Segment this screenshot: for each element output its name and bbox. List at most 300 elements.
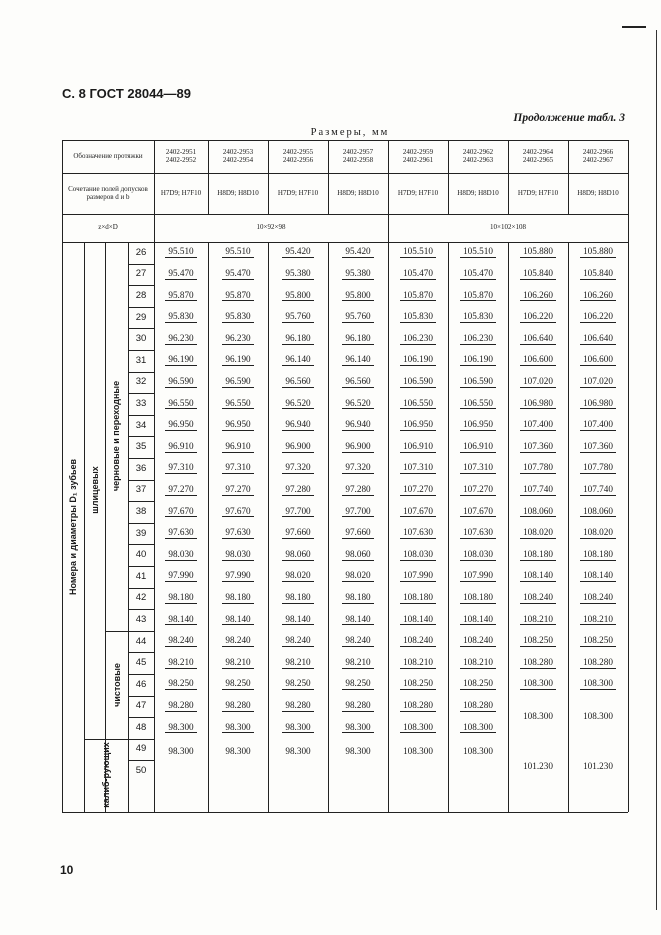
diameter-value bbox=[508, 631, 568, 653]
value-text: 108.180 bbox=[400, 593, 436, 604]
value-text: 107.670 bbox=[400, 507, 436, 518]
value-text: 98.300 bbox=[165, 723, 196, 734]
tooth-number: 27 bbox=[135, 268, 147, 280]
value-text: 106.910 bbox=[400, 442, 436, 453]
diameter-value bbox=[508, 674, 568, 696]
value-text: 105.870 bbox=[460, 291, 496, 302]
diameter-value bbox=[508, 350, 568, 372]
diameter-value bbox=[328, 307, 388, 329]
diameter-value bbox=[208, 631, 268, 653]
value-text: 96.900 bbox=[282, 442, 313, 453]
calib-value: 98.300 bbox=[285, 745, 311, 756]
diameter-value bbox=[448, 393, 508, 415]
diameter-value bbox=[154, 436, 208, 458]
calib-value: 108.300 bbox=[403, 745, 433, 756]
diameter-value bbox=[568, 566, 628, 588]
value-text: 106.220 bbox=[580, 312, 616, 323]
value-text: 97.280 bbox=[342, 485, 373, 496]
diameter-value bbox=[208, 544, 268, 566]
value-text: 106.550 bbox=[400, 399, 436, 410]
value-text: 98.240 bbox=[342, 636, 373, 647]
diameter-value bbox=[154, 480, 208, 502]
value-text: 98.280 bbox=[222, 701, 253, 712]
value-text: 105.830 bbox=[460, 312, 496, 323]
diameter-value bbox=[388, 566, 448, 588]
diameter-value bbox=[388, 501, 448, 523]
diameter-value bbox=[448, 415, 508, 437]
value-text: 107.990 bbox=[460, 571, 496, 582]
diameter-value bbox=[568, 415, 628, 437]
side-label-finish-text: чистовые bbox=[111, 662, 122, 707]
value-text: 98.300 bbox=[342, 723, 373, 734]
value-text: 106.190 bbox=[460, 355, 496, 366]
diameter-value bbox=[268, 588, 328, 610]
value-text: 95.870 bbox=[222, 291, 253, 302]
tooth-number: 41 bbox=[135, 570, 147, 582]
diameter-value bbox=[448, 523, 508, 545]
value-text: 98.210 bbox=[222, 658, 253, 669]
diameter-value bbox=[568, 652, 628, 674]
diameter-value bbox=[568, 264, 628, 286]
diameter-value bbox=[208, 717, 268, 739]
diameter-value bbox=[388, 458, 448, 480]
value-text: 105.840 bbox=[520, 269, 556, 280]
value-text: 95.380 bbox=[282, 269, 313, 280]
calib-value: 101.230 bbox=[583, 760, 613, 771]
side-label-calib bbox=[84, 739, 128, 812]
value-text: 96.940 bbox=[282, 420, 313, 431]
value-text: 98.140 bbox=[282, 615, 313, 626]
size-header: z×d×D bbox=[98, 223, 118, 232]
tooth-number: 37 bbox=[135, 484, 147, 496]
diameter-value bbox=[388, 717, 448, 739]
diameter-value bbox=[208, 696, 268, 718]
value-text: 108.180 bbox=[520, 550, 556, 561]
value-text: 108.210 bbox=[520, 615, 556, 626]
designation-cell: 2402-2957 2402-2958 bbox=[342, 148, 374, 164]
tooth-number: 35 bbox=[135, 441, 147, 453]
side-label-rough-text: черновые и переходные bbox=[111, 381, 122, 492]
diameter-value bbox=[268, 307, 328, 329]
margin-line bbox=[656, 30, 657, 910]
value-text: 107.020 bbox=[580, 377, 616, 388]
designation-cell: 2402-2959 2402-2961 bbox=[402, 148, 434, 164]
value-text: 106.230 bbox=[460, 334, 496, 345]
size-group-2: 10×102×108 bbox=[490, 223, 526, 232]
diameter-value bbox=[328, 609, 388, 631]
tooth-number: 43 bbox=[135, 614, 147, 625]
value-text: 107.780 bbox=[580, 463, 616, 474]
diameter-value bbox=[328, 415, 388, 437]
diameter-value bbox=[388, 652, 448, 674]
value-text: 96.550 bbox=[165, 399, 196, 410]
diameter-value bbox=[448, 696, 508, 718]
diameter-value bbox=[448, 588, 508, 610]
value-text: 98.280 bbox=[342, 701, 373, 712]
value-text: 98.180 bbox=[282, 593, 313, 604]
diameter-value bbox=[568, 350, 628, 372]
diameter-value bbox=[154, 696, 208, 718]
value-text: 108.060 bbox=[520, 507, 556, 518]
diameter-value bbox=[268, 566, 328, 588]
diameter-value bbox=[268, 328, 328, 350]
value-text: 105.870 bbox=[400, 291, 436, 302]
value-text: 97.660 bbox=[342, 528, 373, 539]
diameter-value bbox=[268, 458, 328, 480]
diameter-value bbox=[568, 480, 628, 502]
diameter-value bbox=[328, 588, 388, 610]
diameter-value bbox=[268, 652, 328, 674]
tooth-number: 34 bbox=[135, 419, 147, 431]
value-text: 96.560 bbox=[342, 377, 373, 388]
diameter-value bbox=[268, 480, 328, 502]
value-text: 108.240 bbox=[400, 636, 436, 647]
diameter-value bbox=[208, 566, 268, 588]
fit-cell: H7D9; H7F10 bbox=[517, 188, 559, 197]
value-text: 97.700 bbox=[342, 507, 373, 518]
value-text: 106.910 bbox=[460, 442, 496, 453]
diameter-value bbox=[328, 436, 388, 458]
diameter-value bbox=[328, 631, 388, 653]
table-bottom-rule bbox=[62, 812, 628, 813]
value-text: 98.180 bbox=[222, 593, 253, 604]
value-text: 107.400 bbox=[520, 420, 556, 431]
value-text: 98.030 bbox=[222, 550, 253, 561]
value-text: 96.590 bbox=[222, 377, 253, 388]
diameter-value bbox=[268, 436, 328, 458]
diameter-value bbox=[328, 264, 388, 286]
value-text: 108.300 bbox=[520, 679, 556, 690]
diameter-value bbox=[154, 415, 208, 437]
value-text: 95.800 bbox=[342, 291, 373, 302]
diameter-value bbox=[388, 631, 448, 653]
value-text: 98.250 bbox=[165, 679, 196, 690]
value-text: 98.140 bbox=[342, 615, 373, 626]
corner-mark bbox=[622, 26, 646, 28]
value-text: 108.240 bbox=[580, 593, 616, 604]
value-text: 108.140 bbox=[400, 615, 436, 626]
value-text: 107.740 bbox=[520, 485, 556, 496]
size-group-1: 10×92×98 bbox=[256, 223, 286, 232]
calib-value: 101.230 bbox=[523, 760, 553, 771]
diameter-value bbox=[448, 328, 508, 350]
tooth-number: 26 bbox=[135, 246, 147, 258]
page-number: 10 bbox=[60, 863, 74, 877]
diameter-value bbox=[448, 609, 508, 631]
value-text: 95.470 bbox=[165, 269, 196, 280]
diameter-value bbox=[508, 609, 568, 631]
table-right-rule bbox=[628, 140, 629, 812]
value-text: 107.270 bbox=[400, 485, 436, 496]
merged-value: 108.300 bbox=[583, 711, 613, 722]
diameter-value bbox=[208, 393, 268, 415]
value-text: 98.300 bbox=[282, 723, 313, 734]
value-text: 98.280 bbox=[282, 701, 313, 712]
value-text: 96.550 bbox=[222, 399, 253, 410]
diameter-value bbox=[568, 436, 628, 458]
diameter-value bbox=[268, 393, 328, 415]
value-text: 95.760 bbox=[282, 312, 313, 323]
units-label: Размеры, мм bbox=[310, 127, 390, 138]
fit-cell: H8D9; H8D10 bbox=[457, 188, 499, 197]
diameter-value bbox=[388, 674, 448, 696]
diameter-value bbox=[388, 307, 448, 329]
value-text: 95.870 bbox=[165, 291, 196, 302]
value-text: 106.550 bbox=[460, 399, 496, 410]
diameter-value bbox=[568, 544, 628, 566]
diameter-value bbox=[448, 544, 508, 566]
value-text: 106.260 bbox=[520, 291, 556, 302]
value-text: 98.060 bbox=[282, 550, 313, 561]
diameter-value bbox=[568, 588, 628, 610]
diameter-value bbox=[154, 544, 208, 566]
tooth-number: 48 bbox=[135, 722, 147, 733]
tooth-number: 42 bbox=[135, 592, 147, 604]
value-text: 98.060 bbox=[342, 550, 373, 561]
merged-value: 108.300 bbox=[523, 711, 553, 722]
value-text: 105.840 bbox=[580, 269, 616, 280]
diameter-value bbox=[328, 328, 388, 350]
diameter-value bbox=[328, 717, 388, 739]
value-text: 106.950 bbox=[460, 420, 496, 431]
tooth-number: 49 bbox=[135, 743, 147, 755]
diameter-value bbox=[568, 285, 628, 307]
value-text: 95.830 bbox=[165, 312, 196, 323]
value-text: 96.190 bbox=[165, 355, 196, 366]
value-text: 95.420 bbox=[282, 247, 313, 258]
value-text: 107.400 bbox=[580, 420, 616, 431]
value-text: 106.590 bbox=[460, 377, 496, 388]
side-label-main-text: Номера и диаметры D₁ зубьев bbox=[68, 458, 79, 596]
value-text: 95.800 bbox=[282, 291, 313, 302]
diameter-value bbox=[268, 264, 328, 286]
diameter-value bbox=[154, 328, 208, 350]
value-text: 98.240 bbox=[165, 636, 196, 647]
diameter-value bbox=[388, 350, 448, 372]
diameter-value bbox=[448, 674, 508, 696]
tooth-number: 29 bbox=[135, 311, 147, 323]
value-text: 107.360 bbox=[580, 442, 616, 453]
diameter-value bbox=[388, 523, 448, 545]
value-text: 108.180 bbox=[580, 550, 616, 561]
value-text: 105.880 bbox=[580, 247, 616, 258]
diameter-value bbox=[388, 415, 448, 437]
diameter-value bbox=[508, 393, 568, 415]
value-text: 95.470 bbox=[222, 269, 253, 280]
tooth-number: 32 bbox=[135, 376, 147, 388]
diameter-value bbox=[388, 544, 448, 566]
value-text: 108.240 bbox=[520, 593, 556, 604]
value-text: 97.320 bbox=[282, 463, 313, 474]
value-text: 108.180 bbox=[460, 593, 496, 604]
diameter-value bbox=[154, 393, 208, 415]
diameter-value bbox=[388, 285, 448, 307]
value-text: 98.300 bbox=[222, 723, 253, 734]
value-text: 106.590 bbox=[400, 377, 436, 388]
value-text: 106.600 bbox=[580, 355, 616, 366]
value-text: 98.030 bbox=[165, 550, 196, 561]
side-label-splined-text: шлицевых bbox=[89, 466, 100, 515]
diameter-value bbox=[154, 285, 208, 307]
designation-header: Обозначение протяжки bbox=[73, 151, 143, 160]
tooth-number: 47 bbox=[135, 700, 147, 712]
diameter-value bbox=[154, 631, 208, 653]
diameter-value bbox=[388, 328, 448, 350]
value-text: 96.180 bbox=[282, 334, 313, 345]
value-text: 108.280 bbox=[580, 658, 616, 669]
designation-cell: 2402-2966 2402-2967 bbox=[582, 148, 614, 164]
diameter-value bbox=[508, 588, 568, 610]
value-text: 96.190 bbox=[222, 355, 253, 366]
diameter-value bbox=[208, 609, 268, 631]
diameter-value bbox=[154, 652, 208, 674]
value-text: 95.830 bbox=[222, 312, 253, 323]
value-text: 97.310 bbox=[222, 463, 253, 474]
side-label-finish bbox=[105, 631, 128, 739]
diameter-value bbox=[208, 480, 268, 502]
value-text: 97.670 bbox=[222, 507, 253, 518]
value-text: 105.470 bbox=[400, 269, 436, 280]
value-text: 108.210 bbox=[580, 615, 616, 626]
diameter-value bbox=[328, 242, 388, 264]
diameter-value bbox=[268, 501, 328, 523]
diameter-value bbox=[568, 307, 628, 329]
value-text: 107.310 bbox=[460, 463, 496, 474]
value-text: 108.280 bbox=[520, 658, 556, 669]
diameter-value bbox=[208, 285, 268, 307]
diameter-value bbox=[328, 696, 388, 718]
value-text: 108.300 bbox=[400, 723, 436, 734]
value-text: 96.520 bbox=[342, 399, 373, 410]
value-text: 97.310 bbox=[165, 463, 196, 474]
diameter-value bbox=[154, 264, 208, 286]
value-text: 108.020 bbox=[520, 528, 556, 539]
value-text: 97.630 bbox=[165, 528, 196, 539]
fit-cell: H8D9; H8D10 bbox=[337, 188, 379, 197]
value-text: 105.470 bbox=[460, 269, 496, 280]
value-text: 97.270 bbox=[165, 485, 196, 496]
diameter-value bbox=[328, 652, 388, 674]
diameter-value bbox=[328, 544, 388, 566]
designation-cell: 2402-2964 2402-2965 bbox=[522, 148, 554, 164]
diameter-value bbox=[154, 717, 208, 739]
value-text: 98.210 bbox=[342, 658, 373, 669]
value-text: 108.280 bbox=[460, 701, 496, 712]
value-text: 96.590 bbox=[165, 377, 196, 388]
fit-cell: H8D9; H8D10 bbox=[577, 188, 619, 197]
diameter-value bbox=[208, 588, 268, 610]
value-text: 96.520 bbox=[282, 399, 313, 410]
value-text: 107.740 bbox=[580, 485, 616, 496]
diameter-value bbox=[568, 242, 628, 264]
diameter-value bbox=[508, 458, 568, 480]
diameter-value bbox=[448, 285, 508, 307]
value-text: 96.230 bbox=[165, 334, 196, 345]
diameter-value bbox=[568, 393, 628, 415]
value-text: 108.300 bbox=[580, 679, 616, 690]
value-text: 107.670 bbox=[460, 507, 496, 518]
fit-cell: H8D9; H8D10 bbox=[217, 188, 259, 197]
diameter-value bbox=[328, 523, 388, 545]
value-text: 97.990 bbox=[222, 571, 253, 582]
value-text: 107.020 bbox=[520, 377, 556, 388]
value-text: 98.210 bbox=[165, 658, 196, 669]
value-text: 97.700 bbox=[282, 507, 313, 518]
value-text: 98.180 bbox=[165, 593, 196, 604]
diameter-value bbox=[268, 717, 328, 739]
diameter-value bbox=[208, 307, 268, 329]
diameter-value bbox=[208, 436, 268, 458]
diameter-value bbox=[268, 415, 328, 437]
diameter-value bbox=[448, 242, 508, 264]
value-text: 98.210 bbox=[282, 658, 313, 669]
value-text: 107.990 bbox=[400, 571, 436, 582]
diameter-value bbox=[448, 458, 508, 480]
diameter-value bbox=[208, 523, 268, 545]
diameter-value bbox=[388, 242, 448, 264]
value-text: 107.630 bbox=[460, 528, 496, 539]
diameter-value bbox=[154, 458, 208, 480]
designation-cell: 2402-2955 2402-2956 bbox=[282, 148, 314, 164]
value-text: 97.630 bbox=[222, 528, 253, 539]
value-text: 106.950 bbox=[400, 420, 436, 431]
diameter-value bbox=[388, 393, 448, 415]
page-header: С. 8 ГОСТ 28044—89 bbox=[62, 86, 191, 101]
diameter-value bbox=[448, 501, 508, 523]
diameter-value bbox=[328, 674, 388, 696]
diameter-value bbox=[508, 242, 568, 264]
designation-cell: 2402-2951 2402-2952 bbox=[165, 148, 197, 164]
value-text: 95.510 bbox=[222, 247, 253, 258]
diameter-value bbox=[268, 609, 328, 631]
diameter-value bbox=[268, 350, 328, 372]
value-text: 108.140 bbox=[580, 571, 616, 582]
value-text: 108.210 bbox=[400, 658, 436, 669]
fit-cell: H7D9; H7F10 bbox=[160, 188, 202, 197]
diameter-value bbox=[508, 307, 568, 329]
tooth-number: 33 bbox=[135, 398, 147, 409]
diameter-value bbox=[508, 566, 568, 588]
diameter-value bbox=[568, 372, 628, 394]
tooth-number: 50 bbox=[135, 765, 147, 777]
diameter-value bbox=[568, 501, 628, 523]
diameter-value bbox=[268, 631, 328, 653]
value-text: 97.990 bbox=[165, 571, 196, 582]
value-text: 98.140 bbox=[222, 615, 253, 626]
value-text: 105.880 bbox=[520, 247, 556, 258]
value-text: 98.280 bbox=[165, 701, 196, 712]
diameter-value bbox=[208, 652, 268, 674]
value-text: 96.140 bbox=[282, 355, 313, 366]
diameter-value bbox=[208, 328, 268, 350]
tooth-number: 45 bbox=[135, 657, 147, 669]
diameter-value bbox=[154, 350, 208, 372]
value-text: 98.250 bbox=[222, 679, 253, 690]
diameter-value bbox=[568, 631, 628, 653]
diameter-value bbox=[268, 285, 328, 307]
fit-cell: H7D9; H7F10 bbox=[277, 188, 319, 197]
value-text: 108.250 bbox=[580, 636, 616, 647]
value-text: 97.670 bbox=[165, 507, 196, 518]
value-text: 108.030 bbox=[400, 550, 436, 561]
value-text: 108.250 bbox=[460, 679, 496, 690]
diameter-value bbox=[154, 566, 208, 588]
diameter-value bbox=[508, 544, 568, 566]
value-text: 108.210 bbox=[460, 658, 496, 669]
value-text: 107.360 bbox=[520, 442, 556, 453]
diameter-value bbox=[208, 350, 268, 372]
value-text: 96.230 bbox=[222, 334, 253, 345]
